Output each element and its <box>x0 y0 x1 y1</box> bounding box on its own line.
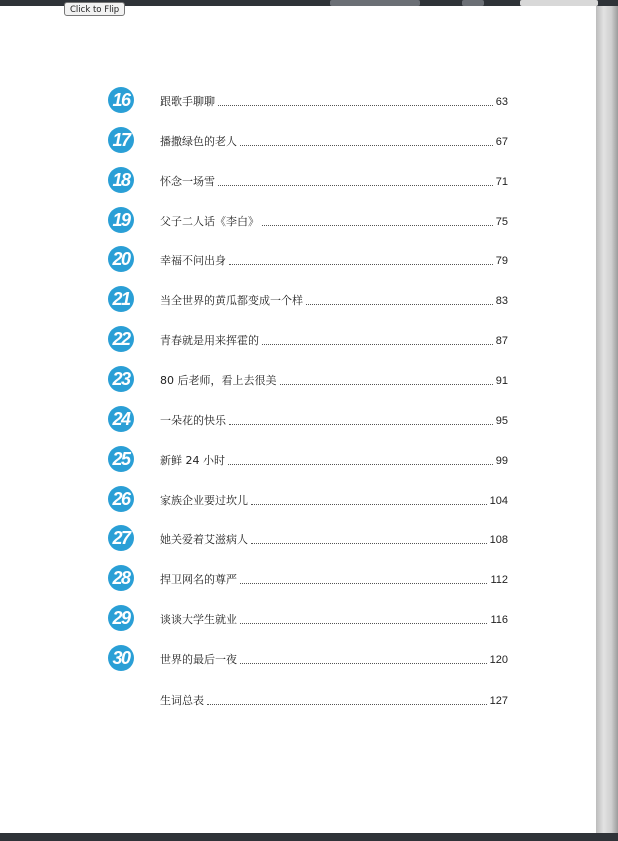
lesson-number-badge: 28 <box>108 565 134 591</box>
dot-leader <box>280 383 493 385</box>
toc-entry-title: 幸福不问出身 <box>160 254 226 268</box>
dot-leader <box>229 423 493 425</box>
toc-entry[interactable] <box>0 644 596 672</box>
toc-entry-title: 一朵花的快乐 <box>160 413 226 427</box>
toc-entry-page: 95 <box>495 414 508 427</box>
dot-leader <box>240 662 487 664</box>
dot-leader <box>240 622 487 624</box>
toc-entry-page: 79 <box>495 255 508 268</box>
toc-entry-title: 怀念一场雪 <box>160 174 215 188</box>
dot-leader <box>262 343 493 345</box>
toc-entry-line <box>160 611 508 627</box>
lesson-number-badge: 20 <box>108 246 134 272</box>
toc-entry-page: 127 <box>489 694 508 707</box>
toc-entry[interactable] <box>0 604 596 632</box>
toc-entry[interactable] <box>0 166 596 194</box>
toc-entry[interactable] <box>0 86 596 114</box>
lesson-number-badge: 19 <box>108 207 134 233</box>
dot-leader <box>240 582 487 584</box>
toc-entry-line <box>160 173 508 189</box>
toc-entry[interactable] <box>0 365 596 393</box>
lesson-number-badge: 18 <box>108 167 134 193</box>
toc-entry-line <box>160 252 508 268</box>
toc-entry-page: 108 <box>489 534 508 547</box>
toc-entry-page: 71 <box>495 175 508 188</box>
lesson-number-badge: 22 <box>108 326 134 352</box>
dot-leader <box>251 542 487 544</box>
lesson-number-badge: 25 <box>108 446 134 472</box>
lesson-number-badge: 27 <box>108 525 134 551</box>
toc-entry-page: 99 <box>495 454 508 467</box>
dot-leader <box>306 303 493 305</box>
dot-leader <box>229 263 493 265</box>
toc-entry-title: 当全世界的黄瓜都变成一个样 <box>160 294 303 308</box>
toc-entry-title: 世界的最后一夜 <box>160 652 237 666</box>
toc-entry-line <box>160 213 508 229</box>
toc-entry-title: 谈谈大学生就业 <box>160 613 237 627</box>
toc-entry[interactable] <box>0 245 596 273</box>
toc-entry[interactable] <box>0 206 596 234</box>
toc-entry-title: 家族企业要过坎儿 <box>160 493 248 507</box>
toc-entry-title: 捍卫网名的尊严 <box>160 573 237 587</box>
toc-entry-title: 青春就是用来挥霍的 <box>160 334 259 348</box>
lesson-number-badge: 21 <box>108 286 134 312</box>
viewer-bottom-bar <box>0 833 618 841</box>
toc-entry-line <box>160 133 508 149</box>
toc-entry-line <box>160 372 508 388</box>
toc-entry[interactable] <box>0 405 596 433</box>
lesson-number-badge: 17 <box>108 127 134 153</box>
toc-entry-title: 播撒绿色的老人 <box>160 134 237 148</box>
lesson-number-badge: 26 <box>108 486 134 512</box>
toc-entry-title: 新鲜 24 小时 <box>160 453 225 467</box>
toc-entry-line <box>160 93 508 109</box>
dot-leader <box>262 224 493 226</box>
toc-entry[interactable] <box>0 524 596 552</box>
dot-leader <box>240 144 493 146</box>
lesson-number-badge: 29 <box>108 605 134 631</box>
dot-leader <box>218 184 493 186</box>
lesson-number-badge: 24 <box>108 406 134 432</box>
toc-entry-line <box>160 492 508 508</box>
toc-entry-title: 80 后老师，看上去很美 <box>160 373 277 387</box>
toc-entry[interactable] <box>0 445 596 473</box>
toc-entry[interactable] <box>0 564 596 592</box>
toc-entry-line <box>160 571 508 587</box>
toc-entry-page: 112 <box>490 574 508 587</box>
toc-entry-title: 她关爱着艾滋病人 <box>160 533 248 547</box>
toc-entry-page: 91 <box>495 374 508 387</box>
dot-leader <box>228 463 493 465</box>
toc-entry-title: 跟歌手聊聊 <box>160 95 215 108</box>
toc-entry-page: 83 <box>495 295 508 308</box>
toc-entry-page: 116 <box>490 614 508 627</box>
lesson-number-badge: 30 <box>108 645 134 671</box>
toc-entry-title: 生词总表 <box>160 693 204 707</box>
toc-entry[interactable] <box>0 485 596 513</box>
lesson-number-badge: 16 <box>108 87 134 113</box>
toc-entry-line <box>160 292 508 308</box>
toc-entry-page: 67 <box>495 135 508 148</box>
toc-entry-page: 104 <box>489 494 508 507</box>
toc-entry-line <box>160 651 508 667</box>
toc-entry-page: 87 <box>495 335 508 348</box>
lesson-number-badge: 23 <box>108 366 134 392</box>
toc-entry[interactable] <box>0 325 596 353</box>
toc-entry-appendix[interactable] <box>0 685 596 713</box>
toc-entry[interactable] <box>0 126 596 154</box>
page-curl-edge[interactable] <box>596 6 618 833</box>
toc-entry-page: 120 <box>489 653 508 666</box>
toc-entry-line <box>160 412 508 428</box>
dot-leader <box>207 703 487 705</box>
toc-entry[interactable] <box>0 285 596 313</box>
toc-entry-title: 父子二人话《李白》 <box>160 214 259 228</box>
toc-entry-line <box>160 332 508 348</box>
dot-leader <box>251 503 487 505</box>
toc-entry-line <box>160 452 508 468</box>
toc-entry-line <box>160 531 508 547</box>
toc-entry-page: 75 <box>495 215 508 228</box>
click-to-flip-button[interactable]: Click to Flip <box>64 2 125 16</box>
dot-leader <box>218 104 493 106</box>
toc-entry-line <box>160 692 508 708</box>
toc-entry-page: 63 <box>495 96 508 108</box>
